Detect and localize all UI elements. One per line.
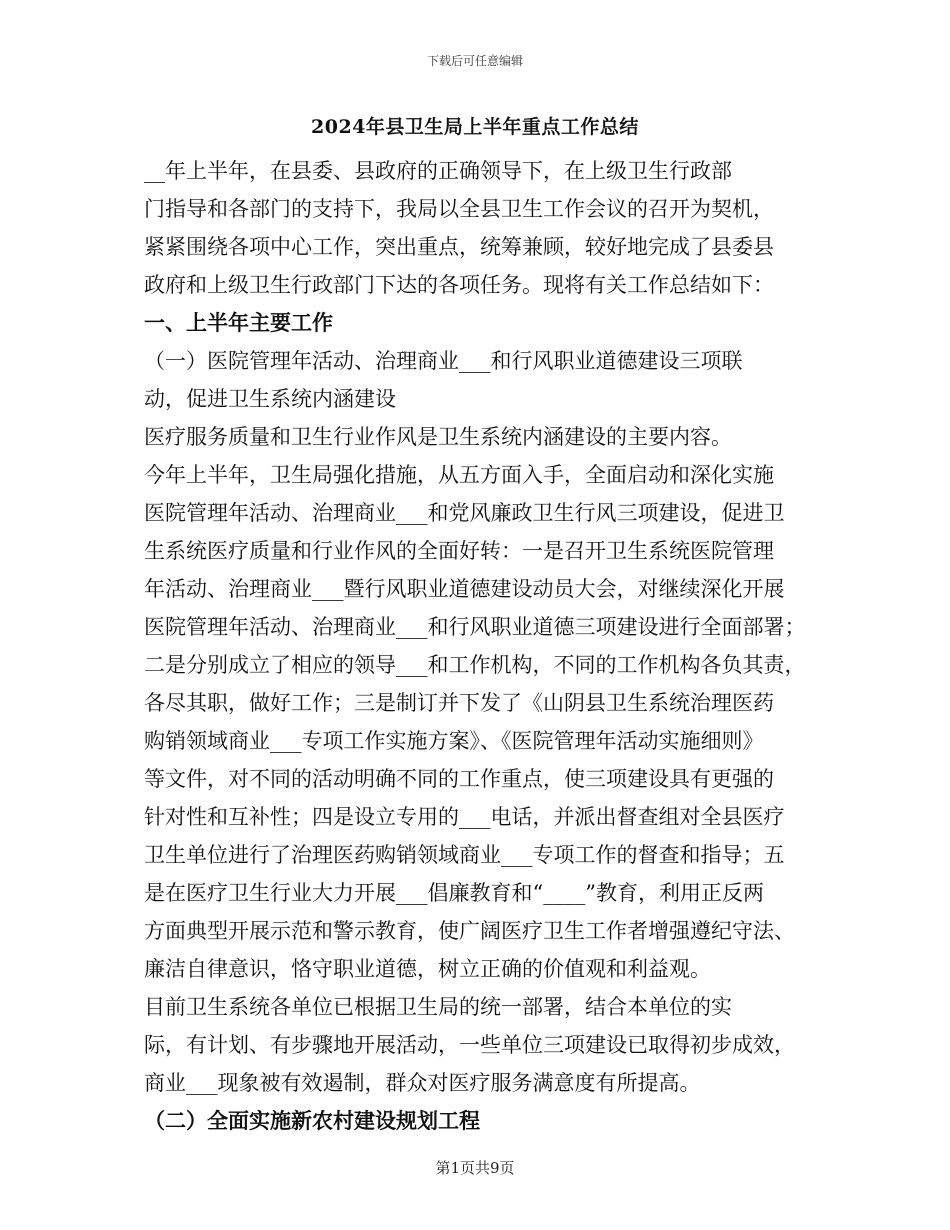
paragraph-line: 廉洁自律意识，恪守职业道德，树立正确的价值观和利益观。 xyxy=(144,957,711,981)
paragraph-line: 今年上半年，卫生局强化措施，从五方面入手，全面启动和深化实施 xyxy=(144,463,774,487)
subsection-heading: （二）全面实施新农村建设规划工程 xyxy=(144,1108,480,1133)
paragraph-line: 各尽其职，做好工作；三是制订并下发了《山阴县卫生系统治理医药 xyxy=(144,691,774,715)
subsection-heading-line: （一）医院管理年活动、治理商业___和行风职业道德建设三项联 xyxy=(144,349,743,373)
paragraph-line: 是在医疗卫生行业大力开展___倡廉教育和“____”教育，利用正反两 xyxy=(144,881,764,905)
paragraph-line: 医院管理年活动、治理商业___和行风职业道德三项建设进行全面部署； xyxy=(144,615,806,639)
paragraph-line: 生系统医疗质量和行业作风的全面好转：一是召开卫生系统医院管理 xyxy=(144,539,774,563)
page-header-note: 下载后可任意编辑 xyxy=(426,54,523,68)
paragraph-line: 卫生单位进行了治理医药购销领域商业___专项工作的督查和指导；五 xyxy=(144,843,785,867)
page-number: 第1页共9页 xyxy=(435,1159,515,1177)
subsection-heading-line: 动，促进卫生系统内涵建设 xyxy=(144,387,396,411)
paragraph-line: 针对性和互补性；四是设立专用的___电话，并派出督查组对全县医疗 xyxy=(144,805,785,829)
paragraph-line: 方面典型开展示范和警示教育，使广阔医疗卫生工作者增强遵纪守法、 xyxy=(144,919,795,943)
paragraph-line: 门指导和各部门的支持下，我局以全县卫生工作会议的召开为契机， xyxy=(144,197,774,221)
paragraph-line: 年活动、治理商业___暨行风职业道德建设动员大会，对继续深化开展 xyxy=(144,577,785,601)
paragraph-line: 医院管理年活动、治理商业___和党风廉政卫生行风三项建设，促进卫 xyxy=(144,501,785,525)
paragraph-line: 政府和上级卫生行政部门下达的各项任务。现将有关工作总结如下： xyxy=(144,273,774,297)
paragraph-line: 紧紧围绕各项中心工作，突出重点，统筹兼顾，较好地完成了县委县 xyxy=(144,235,774,259)
paragraph-line: 际，有计划、有步骤地开展活动，一些单位三项建设已取得初步成效， xyxy=(144,1033,795,1057)
section-heading: 一、上半年主要工作 xyxy=(144,310,333,335)
paragraph-line: 二是分别成立了相应的领导___和工作机构，不同的工作机构各负其责， xyxy=(144,653,806,677)
document-title: 2024年县卫生局上半年重点工作总结 xyxy=(311,116,639,138)
paragraph-line: 购销领域商业___专项工作实施方案》、《医院管理年活动实施细则》 xyxy=(144,729,764,753)
paragraph-line: 医疗服务质量和卫生行业作风是卫生系统内涵建设的主要内容。 xyxy=(144,425,732,449)
paragraph-line: 等文件，对不同的活动明确不同的工作重点，使三项建设具有更强的 xyxy=(144,767,774,791)
paragraph-line: 目前卫生系统各单位已根据卫生局的统一部署，结合本单位的实 xyxy=(144,995,732,1019)
paragraph-line: 商业___现象被有效遏制，群众对医疗服务满意度有所提高。 xyxy=(144,1071,701,1095)
document-body xyxy=(144,152,834,1140)
paragraph-line: __年上半年，在县委、县政府的正确领导下，在上级卫生行政部 xyxy=(144,159,732,183)
